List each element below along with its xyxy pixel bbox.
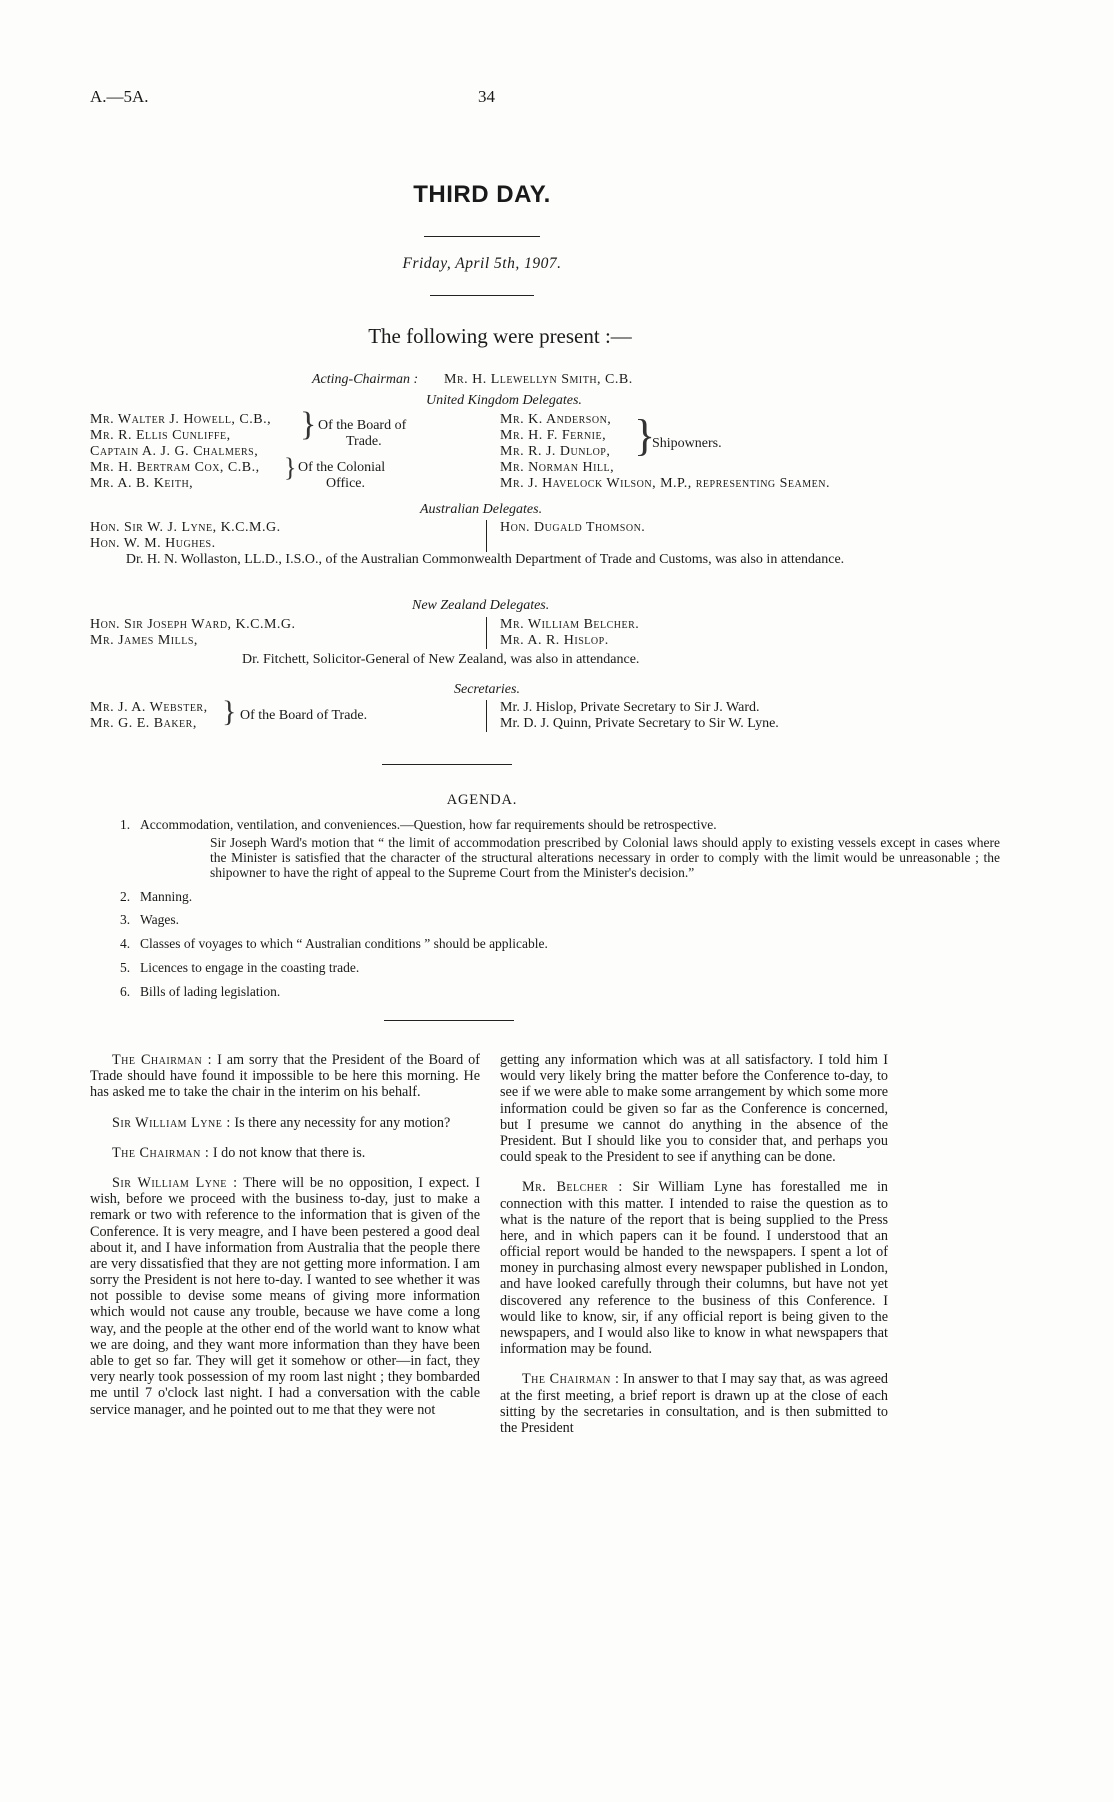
agenda-list xyxy=(120,818,1000,1009)
present-heading: The following were present :— xyxy=(368,324,632,348)
australia-attendance: Dr. H. N. Wollaston, LL.D., I.S.O., of the Australian Commonwealth Department of Trade and Customs, was also in attendance. xyxy=(125,552,845,567)
agenda-item-number: 3. xyxy=(120,912,131,928)
speech-text: I do not know that there is. xyxy=(212,1144,366,1161)
brace-secretaries: } xyxy=(222,695,237,728)
section-rule xyxy=(384,1020,514,1021)
speech-paragraph xyxy=(90,1115,480,1131)
uk-right-name: Mr. J. Havelock Wilson, M.P., representing Seamen. xyxy=(500,476,830,491)
acting-chairman-name: Mr. H. Llewellyn Smith, C.B. xyxy=(444,372,633,387)
speaker-name: The Chairman : xyxy=(112,1052,213,1068)
speech-paragraph xyxy=(90,1052,480,1101)
secretaries-note: Of the Board of Trade. xyxy=(240,708,368,723)
australian-delegates-heading: Australian Delegates. xyxy=(420,502,543,517)
acting-chairman-label: Acting-Chairman : xyxy=(312,372,419,387)
australia-left-name: Hon. Sir W. J. Lyne, K.C.M.G. xyxy=(90,520,281,535)
uk-delegates-heading: United Kingdom Delegates. xyxy=(426,393,582,408)
speech-text: Sir William Lyne has forestalled me in connection with this matter. I intended to raise the question as to what is the nature of the report that is being supplied to the Press here, and in which papers can it be found. I understood that an official report would be handed to the newspapers. I spent a lot of money in purchasing almost every newspaper published in London, and have looked carefully through their columns, but have not yet discovered any reference to the business of this Conference. I would like to know, sir, if any official report is being given to the newspapers, and I would also like to know in what newspapers that information may be found. xyxy=(500,1179,888,1358)
brace-colonial-office: } xyxy=(284,453,297,482)
australia-left-name: Hon. W. M. Hughes. xyxy=(90,536,216,551)
section-rule xyxy=(382,764,512,765)
page-number: 34 xyxy=(478,87,495,106)
speaker-name: Mr. Belcher : xyxy=(522,1179,623,1196)
brace-shipowners: } xyxy=(634,411,656,460)
debate-column-left xyxy=(90,1052,480,1432)
uk-right-name: Mr. Norman Hill, xyxy=(500,460,615,475)
column-separator xyxy=(486,700,487,732)
agenda-item-number: 6. xyxy=(120,983,131,999)
agenda-item xyxy=(120,913,1000,928)
agenda-item-number: 2. xyxy=(120,888,131,904)
speech-text: In answer to that I may say that, as was agreed at the first meeting, a brief report is drawn up at the close of each sitting by the secretaries in consultation, and is then submitted to the President xyxy=(500,1371,888,1436)
agenda-item xyxy=(120,818,1000,881)
agenda-item xyxy=(120,961,1000,976)
speaker-name: Sir William Lyne : xyxy=(112,1174,238,1191)
agenda-item-number: 1. xyxy=(120,817,131,832)
section-title: THIRD DAY. xyxy=(413,181,551,208)
agenda-item-text: Classes of voyages to which “ Australian conditions ” should be applicable. xyxy=(140,936,548,952)
agenda-item xyxy=(120,937,1000,952)
speaker-name: The Chairman : xyxy=(522,1371,620,1388)
nz-attendance: Dr. Fitchett, Solicitor-General of New Zealand, was also in attendance. xyxy=(242,652,640,667)
speech-paragraph xyxy=(500,1371,888,1436)
nz-delegates-heading: New Zealand Delegates. xyxy=(412,598,550,613)
uk-right-name: Mr. H. F. Fernie, xyxy=(500,428,607,443)
debate-column-right xyxy=(500,1052,888,1450)
australia-right-name: Hon. Dugald Thomson. xyxy=(500,520,646,535)
date-rule xyxy=(430,295,534,296)
uk-right-name: Mr. K. Anderson, xyxy=(500,412,612,427)
uk-colonial-office: Of the Colonial xyxy=(298,460,386,475)
agenda-item-text: Wages. xyxy=(140,912,180,928)
speech-paragraph xyxy=(90,1175,480,1418)
speech-paragraph xyxy=(500,1179,888,1357)
speech-paragraph xyxy=(500,1052,888,1165)
secretary-right-line: Mr. J. Hislop, Private Secretary to Sir J. Ward. xyxy=(500,700,760,715)
page-reference: A.—5A. xyxy=(90,87,149,106)
speech-text: I am sorry that the President of the Board of Trade should have found it impossible to be here this morning. He has asked me to take the chair in the interim on his behalf. xyxy=(90,1052,481,1101)
secretary-right-line: Mr. D. J. Quinn, Private Secretary to Sir W. Lyne. xyxy=(500,716,779,731)
uk-left-name: Mr. Walter J. Howell, C.B., xyxy=(90,412,272,427)
title-rule xyxy=(424,236,540,237)
agenda-item-text: Licences to engage in the coasting trade. xyxy=(140,960,360,976)
agenda-item-motion: Sir Joseph Ward's motion that “ the limit of accommodation prescribed by Colonial laws should apply to existing vessels except in cases where the Minister is satisfied that the character of the structural alterations necessary in order to comply with the limit would be unreasonable ; the shipowner to have the right of appeal to the Supreme Court from the Minister's decision.” xyxy=(210,834,1000,881)
uk-left-name: Mr. H. Bertram Cox, C.B., xyxy=(90,460,260,475)
uk-colonial-office: Office. xyxy=(326,476,365,491)
secretary-left-name: Mr. J. A. Webster, xyxy=(90,700,208,715)
agenda-item-number: 5. xyxy=(120,960,131,976)
nz-left-name: Mr. James Mills, xyxy=(90,633,198,648)
agenda-item xyxy=(120,890,1000,905)
column-separator xyxy=(486,617,487,649)
uk-board-of-trade: Trade. xyxy=(346,434,382,449)
speech-paragraph xyxy=(90,1145,480,1161)
uk-shipowners: Shipowners. xyxy=(652,436,722,451)
agenda-item-text: Accommodation, ventilation, and conveniences.—Question, how far requirements should be retrospective. xyxy=(140,817,717,832)
nz-right-name: Mr. William Belcher. xyxy=(500,617,640,632)
speech-text: There will be no opposition, I expect. I wish, before we proceed with the business to-day, just to make a remark or two with reference to the information that is given of the Conference. It is very meagre, and I have been pestered a good deal about it, and I have information from Australia that the people there are very dissatisfied that they are not getting more information. I am sorry the President is not here to-day. I wanted to see whether it was not possible to devise some means of giving more information which would not cause any trouble, because we have come a long way, and the people at the other end of the world want to know what we are doing, and they want more information than they have been able to get so far. They will get it somehow or other—in fact, they very nearly took possession of my room last night ; they bombarded me until 7 o'clock last night. I had a conversation with the cable service manager, and he pointed out to me that they were not xyxy=(90,1174,480,1418)
uk-left-name: Captain A. J. G. Chalmers, xyxy=(90,444,259,459)
nz-right-name: Mr. A. R. Hislop. xyxy=(500,633,609,648)
meeting-date: Friday, April 5th, 1907. xyxy=(402,255,562,272)
agenda-heading: AGENDA. xyxy=(446,792,518,808)
speech-text: Is there any necessity for any motion? xyxy=(234,1114,451,1131)
brace-board-of-trade: } xyxy=(300,406,317,443)
secretary-left-name: Mr. G. E. Baker, xyxy=(90,716,197,731)
agenda-item-text: Manning. xyxy=(140,888,193,904)
speech-text: getting any information which was at all satisfactory. I told him I would very likely bring the matter before the Conference to-day, to see if we were able to make some arrangement by which some more information could be given so far as the Conference is concerned, but I presume we cannot do anything in the absence of the President. But I should like you to consider that, and perhaps you could speak to the President to see if anything can be done. xyxy=(500,1052,888,1166)
agenda-item xyxy=(120,985,1000,1000)
uk-left-name: Mr. A. B. Keith, xyxy=(90,476,194,491)
speaker-name: The Chairman : xyxy=(112,1144,210,1161)
uk-board-of-trade: Of the Board of xyxy=(318,418,407,433)
nz-left-name: Hon. Sir Joseph Ward, K.C.M.G. xyxy=(90,617,296,632)
column-separator xyxy=(486,520,487,552)
agenda-item-text: Bills of lading legislation. xyxy=(140,983,281,999)
speaker-name: Sir William Lyne : xyxy=(112,1114,231,1131)
agenda-item-number: 4. xyxy=(120,936,131,952)
secretaries-heading: Secretaries. xyxy=(454,682,520,697)
uk-left-name: Mr. R. Ellis Cunliffe, xyxy=(90,428,231,443)
uk-right-name: Mr. R. J. Dunlop, xyxy=(500,444,611,459)
